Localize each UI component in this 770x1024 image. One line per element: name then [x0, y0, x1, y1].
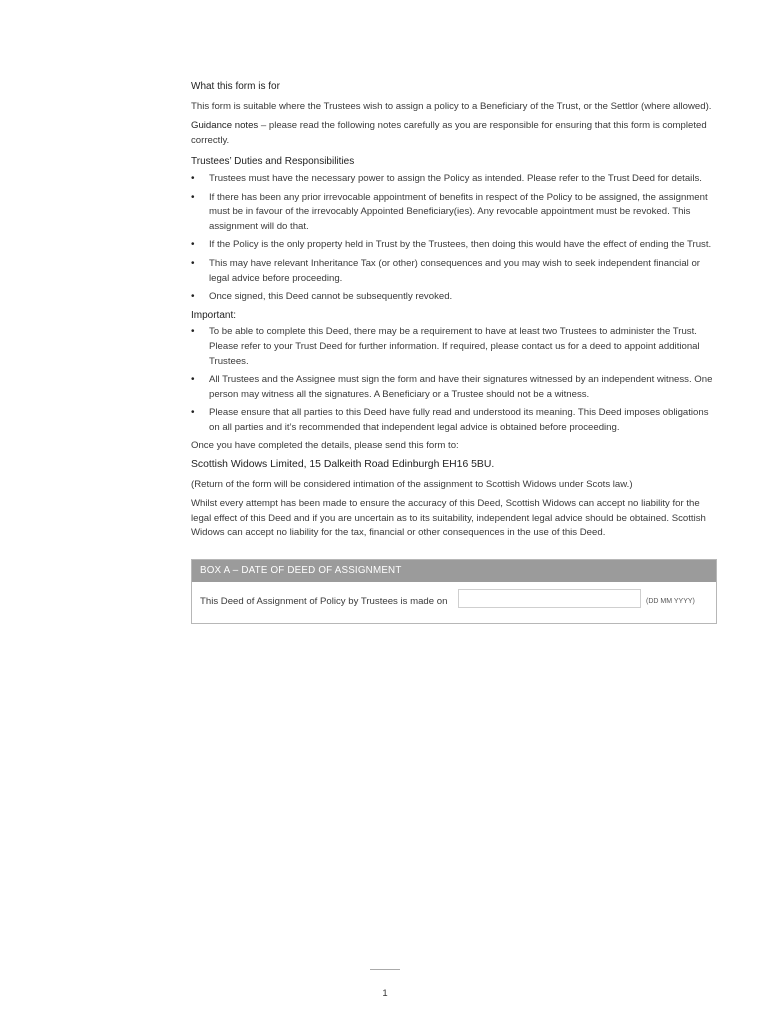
list-item-text: Please ensure that all parties to this Deed have fully read and understood its meaning. This Deed imposes obligations on all parties and it’s recommended that independent legal advice is obtained before proceeding. — [209, 407, 709, 433]
list-item-text: To be able to complete this Deed, there may be a requirement to have at least two Trustees to administer the Trust. Please refer to your Trust Deed for further information. If required, please contact us for a deed to appoint additional Trustees. — [209, 326, 700, 367]
list-item — [191, 257, 717, 286]
bullet-icon: • — [191, 172, 195, 184]
bullet-icon: • — [191, 374, 195, 386]
list-item-text: If the Policy is the only property held in Trust by the Trustees, then doing this would have the effect of ending the Trust. — [209, 239, 712, 251]
box-a — [191, 559, 717, 624]
list-item-text: If there has been any prior irrevocable appointment of benefits in respect of the Policy to be assigned, the assignment must be in favour of the irrevocably Appointed Beneficiary(ies). Any revocable appointment must be revoked. This assignment will do that. — [209, 191, 708, 232]
box-a-body — [192, 582, 716, 623]
list-item — [191, 172, 717, 187]
page-number: 1 — [382, 988, 388, 999]
footer-divider — [370, 969, 400, 970]
deed-date-label: This Deed of Assignment of Policy by Trustees is made on — [200, 596, 448, 608]
bullet-icon: • — [191, 191, 195, 203]
list-item — [191, 325, 717, 369]
return-address: Scottish Widows Limited, 15 Dalkeith Road Edinburgh EH16 5BU. — [191, 459, 495, 471]
guidance-notes-label: Guidance notes — [191, 120, 259, 132]
guidance-notes — [191, 119, 717, 148]
bullet-icon: • — [191, 326, 195, 338]
deed-date-input[interactable] — [458, 589, 641, 608]
bullet-icon: • — [191, 239, 195, 251]
list-item — [191, 373, 717, 402]
list-item — [191, 406, 717, 435]
disclaimer-text: Whilst every attempt has been made to ensure the accuracy of this Deed, Scottish Widows can accept no liability for the legal effect of this Deed and if you are uncertain as to its suitability, independent legal advice should be obtained. Scottish Widows can accept no liability for the tax, financial or other consequences in the use of this Deed. — [191, 498, 706, 539]
list-item-text: This may have relevant Inheritance Tax (or other) consequences and you may wish to seek independent financial or legal advice before proceeding. — [209, 257, 700, 284]
document-body — [191, 80, 717, 624]
form-purpose-text: This form is suitable where the Trustees wish to assign a policy to a Beneficiary of the Trust, or the Settlor (where allowed). — [191, 100, 712, 112]
bullet-icon: • — [191, 407, 195, 419]
list-item-text: Once signed, this Deed cannot be subsequently revoked. — [209, 291, 453, 303]
box-a-title: BOX A – DATE OF DEED OF ASSIGNMENT — [192, 560, 716, 582]
important-list — [191, 325, 717, 435]
list-item-text: All Trustees and the Assignee must sign the form and have their signatures witnessed by an independent witness. One person may witness all the signatures. A Beneficiary or a Trustee should not be a witness. — [209, 374, 713, 400]
list-item — [191, 191, 717, 235]
duties-heading: Trustees’ Duties and Responsibilities — [191, 156, 355, 168]
return-note: (Return of the form will be considered intimation of the assignment to Scottish Widows under Scots law.) — [191, 478, 633, 490]
list-item-text: Trustees must have the necessary power to assign the Policy as intended. Please refer to the Trust Deed for details. — [209, 172, 702, 184]
send-intro: Once you have completed the details, please send this form to: — [191, 440, 459, 452]
bullet-icon: • — [191, 291, 195, 303]
duties-list — [191, 172, 717, 305]
form-purpose-heading: What this form is for — [191, 81, 280, 92]
important-heading: Important: — [191, 309, 237, 321]
list-item — [191, 290, 717, 305]
bullet-icon: • — [191, 257, 195, 269]
guidance-notes-text: – please read the following notes carefully as you are responsible for ensuring that this form is completed correctly. — [191, 120, 707, 146]
date-format-hint: (DD MM YYYY) — [646, 598, 695, 606]
list-item — [191, 238, 717, 253]
